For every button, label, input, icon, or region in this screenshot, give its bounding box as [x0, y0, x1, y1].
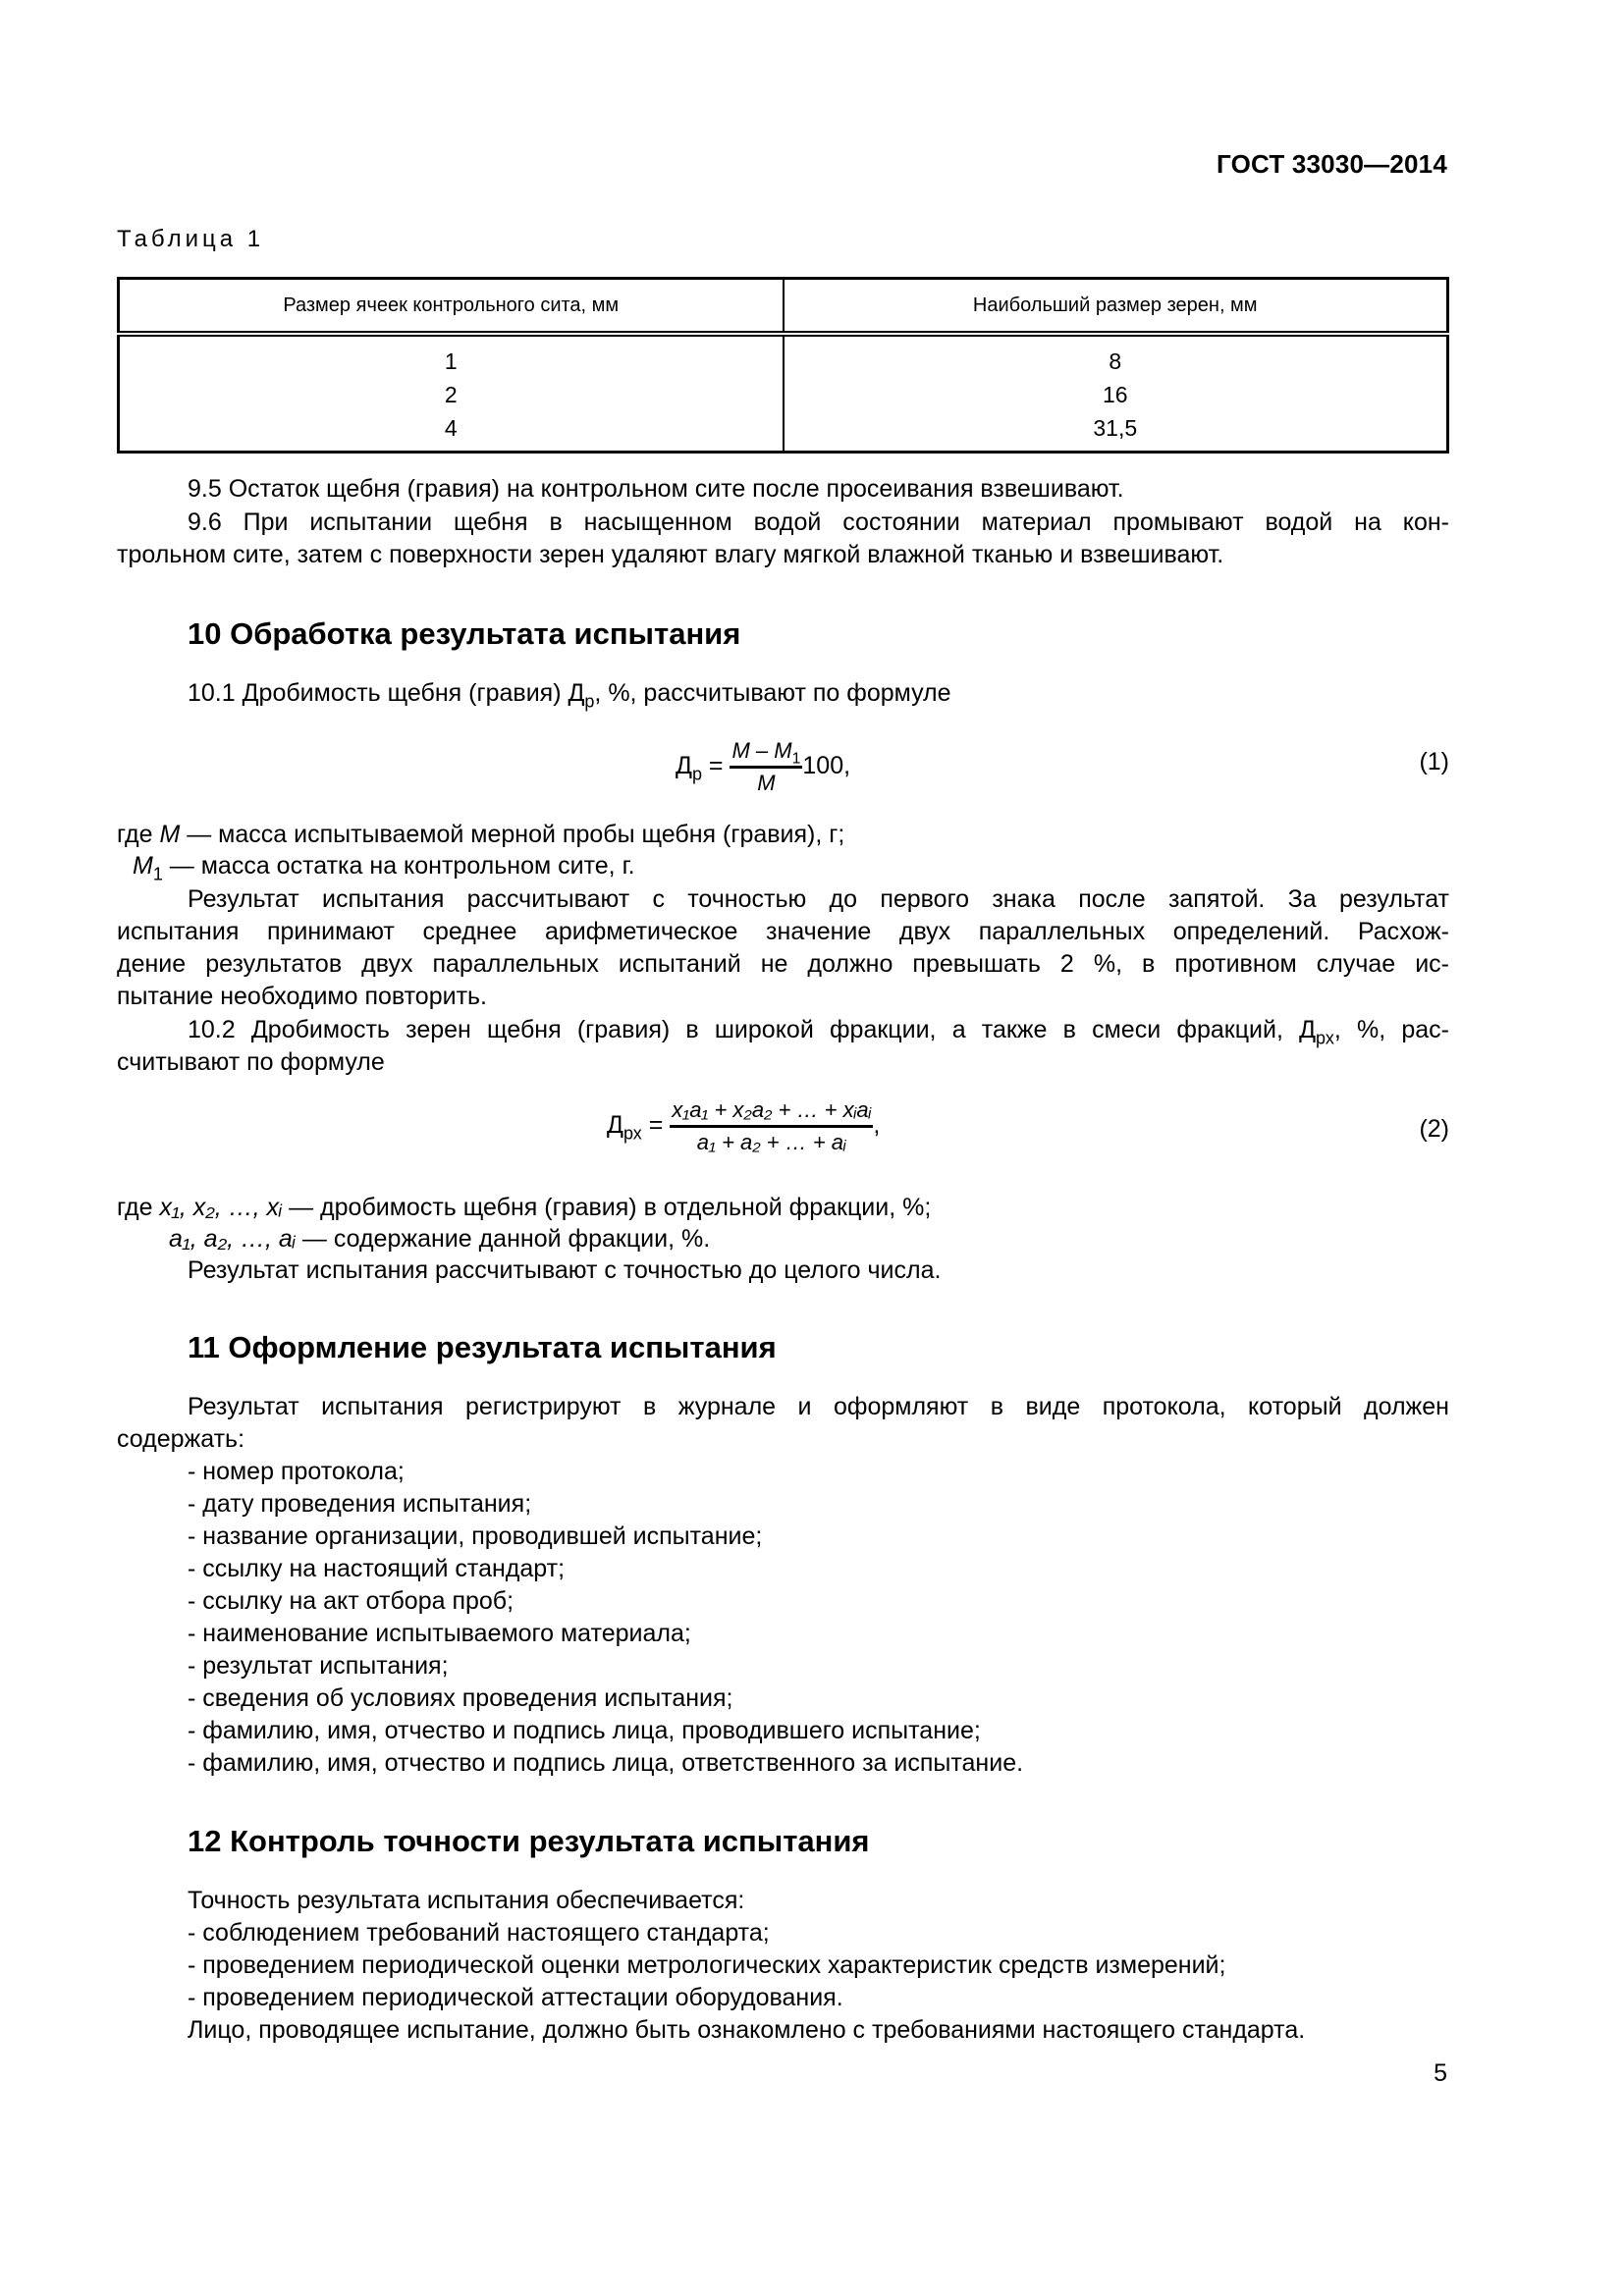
column-header: Размер ячеек контрольного сита, мм	[119, 279, 784, 335]
section-11-heading: 11 Оформление результата испытания	[188, 1330, 777, 1364]
page-number: 5	[1434, 2059, 1447, 2087]
paragraph-9-6-line1: 9.6 При испытании щебня в насыщенном водой состоянии материал промывают водой на кон-	[188, 508, 1449, 536]
equals: =	[701, 752, 731, 780]
fraction	[670, 1097, 873, 1155]
formula-lhs: Д	[676, 752, 692, 780]
subscript: р	[584, 691, 595, 712]
table-row	[119, 378, 1448, 411]
document-code: ГОСТ 33030—2014	[1217, 149, 1447, 179]
text: — масса испытываемой мерной пробы щебня (гравия), г;	[180, 821, 845, 848]
paragraph-9-6-line2: трольном сите, затем с поверхности зерен удаляют влагу мягкой влажной тканью и взвешивают.	[117, 541, 1224, 568]
text: где	[117, 1194, 160, 1221]
denominator: a₁ + a₂ + … + aᵢ	[696, 1130, 846, 1154]
formula-tail: 100,	[802, 752, 851, 780]
formula-number-2: (2)	[1419, 1115, 1449, 1143]
list-item: - фамилию, имя, отчество и подпись лица, проводившего испытание;	[188, 1717, 981, 1744]
subscript: 1	[152, 864, 163, 884]
numerator	[730, 738, 802, 769]
text: , %, рассчитывают по формуле	[594, 679, 951, 707]
formula-number-1: (1)	[1419, 748, 1449, 775]
text: 10.1 Дробимость щебня (гравия) Д	[188, 679, 585, 707]
table-caption: Таблица 1	[117, 226, 265, 252]
result-line-1: Результат испытания рассчитывают с точностью до первого знака после запятой. За результат	[188, 885, 1449, 913]
var: M	[757, 771, 776, 795]
text: где	[117, 821, 160, 848]
subscript: 1	[791, 750, 801, 768]
section-12-closing: Лицо, проводящее испытание, должно быть ознакомлено с требованиями настоящего стандарта.	[188, 2016, 1306, 2044]
result-2: Результат испытания рассчитывают с точностью до целого числа.	[188, 1256, 942, 1284]
where-line-4	[169, 1223, 1501, 1255]
subscript: рх	[623, 1123, 642, 1144]
table-cell: 31,5	[1093, 415, 1138, 441]
numerator: x₁a₁ + x₂a₂ + … + xᵢaᵢ	[670, 1097, 873, 1128]
section-11-intro-line2: содержать:	[117, 1425, 245, 1453]
formula-2	[607, 1097, 880, 1155]
vars: x₁, x₂, …, xᵢ	[159, 1194, 283, 1221]
table-cell: 8	[1109, 348, 1122, 374]
table-cell: 1	[119, 334, 784, 378]
list-item: - название организации, проводившей испытание;	[188, 1522, 763, 1550]
formula-1	[676, 738, 850, 796]
table-cell: 16	[1102, 382, 1128, 407]
formula-tail: ,	[873, 1111, 881, 1140]
result-line-3: дение результатов двух параллельных испытаний не должно превышать 2 %, в противном случае ис-	[117, 950, 1449, 978]
var: M	[159, 821, 181, 848]
text: 10.2 Дробимость зерен щебня (гравия) в широкой фракции, а также в смеси фракций, Д	[188, 1016, 1317, 1043]
sieve-table	[117, 277, 1449, 454]
table-header-row	[119, 279, 1448, 335]
denominator	[730, 769, 802, 796]
paragraph-9-5: 9.5 Остаток щебня (гравия) на контрольном сите после просеивания взвешивают.	[188, 475, 1124, 503]
table-cell: 4	[119, 411, 784, 453]
list-item: - наименование испытываемого материала;	[188, 1620, 691, 1647]
table-row	[119, 334, 1448, 378]
minus: –	[749, 738, 775, 763]
paragraph-10-2-line2: считывают по формуле	[117, 1048, 385, 1076]
text: — дробимость щебня (гравия) в отдельной фракции, %;	[282, 1194, 932, 1221]
formula-lhs: Д	[607, 1111, 623, 1140]
list-item: - результат испытания;	[188, 1652, 449, 1680]
vars: a₁, a₂, …, aᵢ	[169, 1225, 296, 1253]
column-header: Наибольший размер зерен, мм	[784, 279, 1448, 335]
section-12-intro: Точность результата испытания обеспечивается:	[188, 1887, 745, 1914]
equals: =	[641, 1111, 671, 1140]
paragraph-10-1	[117, 677, 1449, 710]
var: M	[133, 852, 153, 880]
list-item: - соблюдением требований настоящего стандарта;	[188, 1919, 770, 1947]
text: — масса остатка на контрольном сите, г.	[162, 852, 635, 880]
list-item: - фамилию, имя, отчество и подпись лица, ответственного за испытание.	[188, 1749, 1024, 1777]
list-item: - номер протокола;	[188, 1458, 405, 1485]
where-line-2	[133, 850, 1465, 882]
list-item: - ссылку на акт отбора проб;	[188, 1587, 514, 1615]
subscript: рх	[1316, 1028, 1334, 1048]
table-row	[119, 411, 1448, 453]
list-item: - проведением периодической оценки метрологических характеристик средств измерений;	[188, 1951, 1226, 1979]
list-item: - сведения об условиях проведения испытания;	[188, 1684, 733, 1712]
subscript: р	[691, 764, 702, 784]
table-cell: 2	[119, 378, 784, 411]
section-11-intro-line1: Результат испытания регистрируют в журнале и оформляют в виде протокола, который должен	[188, 1393, 1449, 1420]
list-item: - дату проведения испытания;	[188, 1490, 532, 1518]
result-line-2: испытания принимают среднее арифметическое значение двух параллельных определений. Расхож-	[117, 918, 1449, 945]
var: M	[731, 738, 750, 763]
section-12-heading: 12 Контроль точности результата испытания	[188, 1824, 870, 1858]
where-line-1	[117, 819, 1449, 851]
result-line-4: пытание необходимо повторить.	[117, 983, 488, 1010]
list-item: - ссылку на настоящий стандарт;	[188, 1555, 566, 1582]
section-10-heading: 10 Обработка результата испытания	[188, 616, 741, 651]
list-item: - проведением периодической аттестации оборудования.	[188, 1984, 843, 2011]
fraction	[730, 738, 802, 796]
text: , %, рас-	[1333, 1016, 1449, 1043]
paragraph-10-2	[117, 1014, 1449, 1046]
var: M	[774, 738, 792, 763]
text: — содержание данной фракции, %.	[295, 1225, 711, 1253]
where-line-3	[117, 1192, 1449, 1224]
